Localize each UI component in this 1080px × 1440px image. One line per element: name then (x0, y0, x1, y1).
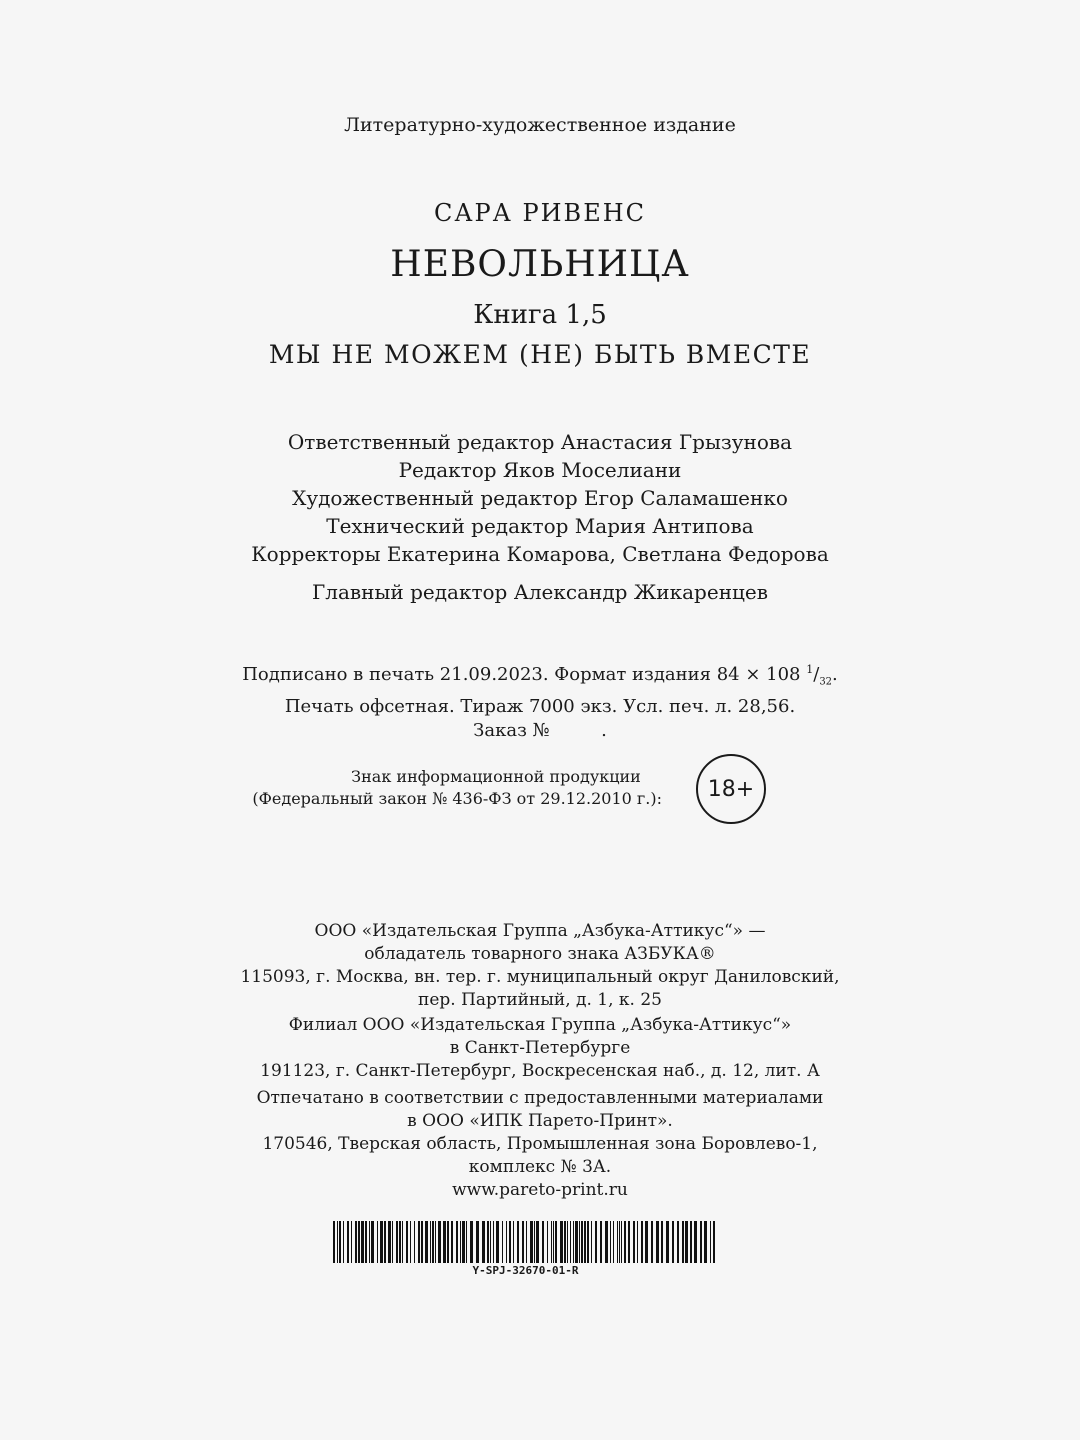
credit-line: Технический редактор Мария Антипова (326, 514, 754, 538)
book-number: Книга 1,5 (473, 300, 607, 330)
credit-line: Ответственный редактор Анастасия Грызунова (287, 430, 793, 454)
order-line: Заказ № . (473, 719, 607, 741)
credit-line: Редактор Яков Моселиани (398, 458, 682, 482)
publisher-block: ООО «Издательская Группа „Азбука-Аттикус“» — обладатель товарного знака АЗБУКА® 115093, г. Москва, вн. тер. г. муниципальный округ Даниловский, пер. Партийный, д. 1, к. 25 (240, 921, 840, 1010)
editorial-credits (0, 428, 1080, 568)
book-subtitle: МЫ НЕ МОЖЕМ (НЕ) БЫТЬ ВМЕСТЕ (268, 340, 812, 369)
book-title: НЕВОЛЬНИЦА (390, 244, 690, 285)
fraction-numerator: 1 (806, 663, 814, 676)
credit-line: Корректоры Екатерина Комарова, Светлана Федорова (251, 542, 829, 566)
printer-block: Отпечатано в соответствии с предоставленными материалами в ООО «ИПК Парето-Принт». 170546, Тверская область, Промышленная зона Боровлево-1, комплекс № 3А. www.pareto-print.ru (0, 1087, 1080, 1202)
print-line: Печать офсетная. Тираж 7000 экз. Усл. печ. л. 28,56. (284, 695, 796, 717)
barcode-icon (333, 1221, 718, 1263)
print-info (0, 658, 1080, 743)
genre-label: Литературно-художественное издание (344, 114, 736, 136)
printer-website: www.pareto-print.ru (452, 1180, 628, 1200)
credit-line: Художественный редактор Егор Саламашенко (292, 486, 788, 510)
author-name: САРА РИВЕНС (433, 199, 647, 227)
print-line: Подписано в печать 21.09.2023. Формат издания 84 × 108 $^1/_{32}$. (242, 663, 838, 688)
fraction-denominator: 32 (819, 676, 833, 688)
barcode-label: Y-SPJ-32670-01-R (472, 1264, 579, 1277)
chief-editor: Главный редактор Александр Жикаренцев (312, 580, 768, 604)
branch-block: Филиал ООО «Издательская Группа „Азбука-Аттикус“» в Санкт-Петербурге 191123, г. Санкт-Петербург, Воскресенская наб., д. 12, лит. А (260, 1015, 820, 1081)
age-rating-badge: 18+ (696, 754, 766, 824)
info-sign-text: Знак информационной продукции (Федеральный закон № 436-ФЗ от 29.12.2010 г.): (252, 767, 662, 808)
